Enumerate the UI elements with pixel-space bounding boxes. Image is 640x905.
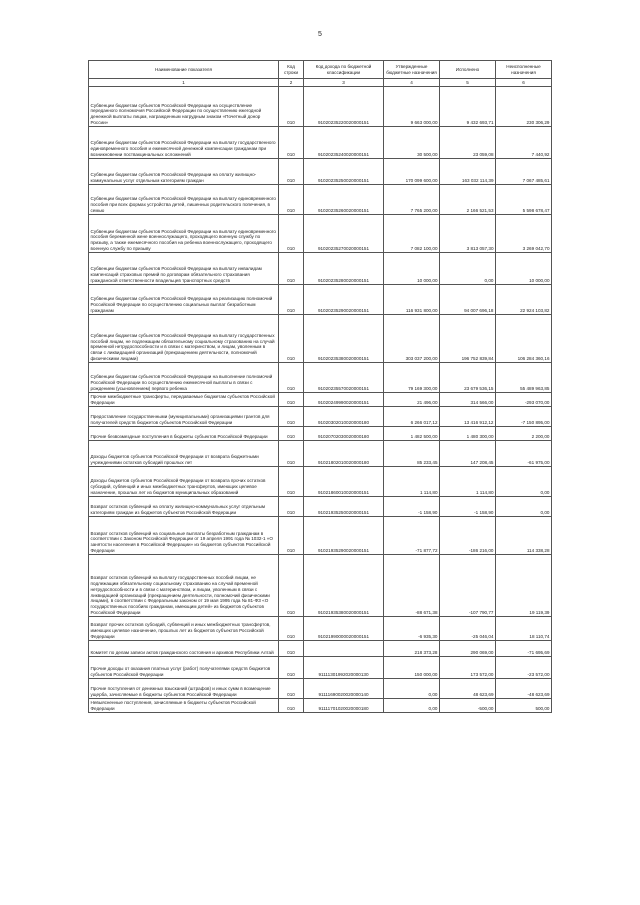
- executed-amount-cell: 48 623,69: [440, 679, 496, 699]
- unexecuted-amount-cell: -23 572,00: [496, 657, 552, 679]
- indicator-name-cell: Доходы бюджетов субъектов Российской Федерации от возврата прочих остатков субсидий, субвенций и иных межбюджетных трансфертов, имеющих целевое назначение, прошлых лет из бюджетов муниципальных образований: [89, 467, 279, 497]
- unexecuted-amount-cell: 3 269 042,70: [496, 215, 552, 253]
- income-code-cell: 91021935250020000151: [304, 497, 384, 517]
- indicator-name-cell: Прочие поступления от денежных взысканий (штрафов) и иных сумм в возмещение ущерба, зачисляемые в бюджеты субъектов Российской Федерации: [89, 679, 279, 699]
- indicator-name-cell: Субвенции бюджетам субъектов Российской Федерации на выплату единовременного пособия беременной жене военнослужащего, проходящего военную службу по призыву, а также ежемесячного пособия на ребенка военнослужащего, проходящего военную службу по призыву: [89, 215, 279, 253]
- table-row: [89, 285, 552, 315]
- line-code-cell: 010: [279, 159, 304, 185]
- executed-amount-cell: -25 046,04: [440, 617, 496, 641]
- unexecuted-amount-cell: 500,00: [496, 699, 552, 713]
- line-code-cell: 010: [279, 285, 304, 315]
- line-code-cell: 010: [279, 87, 304, 127]
- line-code-cell: 010: [279, 467, 304, 497]
- column-number: 2: [279, 79, 304, 87]
- table-row: [89, 363, 552, 393]
- unexecuted-amount-cell: 0,00: [496, 497, 552, 517]
- executed-amount-cell: 163 032 114,39: [440, 159, 496, 185]
- column-number: 6: [496, 79, 552, 87]
- line-code-cell: 010: [279, 679, 304, 699]
- table-row: [89, 393, 552, 407]
- approved-amount-cell: -1 158,90: [384, 497, 440, 517]
- table-row: [89, 467, 552, 497]
- header-row: [89, 61, 552, 79]
- indicator-name-cell: Доходы бюджетов субъектов Российской Федерации от возврата бюджетными учреждениями остатков субсидий прошлых лет: [89, 441, 279, 467]
- table-row: [89, 441, 552, 467]
- indicator-name-cell: Субвенции бюджетам субъектов Российской Федерации на осуществление переданного полномочия Российской Федерации по осуществлению ежегодной денежной выплаты лицам, награжденным нагрудным знаком «Почетный донор России»: [89, 87, 279, 127]
- approved-amount-cell: 150 000,00: [384, 657, 440, 679]
- line-code-cell: 010: [279, 407, 304, 427]
- executed-amount-cell: 23 679 536,15: [440, 363, 496, 393]
- income-code-cell: 91020235380020000151: [304, 315, 384, 363]
- line-code-cell: 010: [279, 641, 304, 657]
- approved-amount-cell: 21 496,00: [384, 393, 440, 407]
- indicator-name-cell: Прочие межбюджетные трансферты, передаваемые бюджетам субъектов Российской Федерации: [89, 393, 279, 407]
- table-row: [89, 641, 552, 657]
- table-row: [89, 497, 552, 517]
- line-code-cell: 010: [279, 315, 304, 363]
- line-code-cell: 010: [279, 363, 304, 393]
- unexecuted-amount-cell: 19 119,39: [496, 555, 552, 617]
- column-number-row: [89, 79, 552, 87]
- approved-amount-cell: 6 266 017,12: [384, 407, 440, 427]
- income-code-cell: 91021935290020000151: [304, 517, 384, 555]
- approved-amount-cell: 218 373,28: [384, 641, 440, 657]
- executed-amount-cell: 9 432 693,71: [440, 87, 496, 127]
- indicator-name-cell: Субвенции бюджетам субъектов Российской Федерации на выплату единовременного пособия при всех формах устройства детей, лишенных родительского попечения, в семью: [89, 185, 279, 215]
- approved-amount-cell: 10 000,00: [384, 253, 440, 285]
- executed-amount-cell: -186 216,00: [440, 517, 496, 555]
- indicator-name-cell: Возврат прочих остатков субсидий, субвенций и иных межбюджетных трансфертов, имеющих целевое назначение, прошлых лет из бюджетов субъектов Российской Федерации: [89, 617, 279, 641]
- unexecuted-amount-cell: 106 284 360,16: [496, 315, 552, 363]
- unexecuted-amount-cell: 7 067 485,61: [496, 159, 552, 185]
- page-number: 5: [318, 31, 322, 38]
- column-number: 4: [384, 79, 440, 87]
- line-code-cell: 010: [279, 185, 304, 215]
- unexecuted-amount-cell: -71 695,69: [496, 641, 552, 657]
- indicator-name-cell: Субвенции бюджетам субъектов Российской Федерации на выплату государственных пособий лицам, не подлежащим обязательному социальному страхованию на случай временной нетрудоспособности и в связи с материнством, и лицам, уволенным в связи с ликвидацией организаций (прекращением деятельности, полномочий физическими лицами): [89, 315, 279, 363]
- table-row: [89, 517, 552, 555]
- approved-amount-cell: 1 482 500,00: [384, 427, 440, 441]
- income-table: [88, 60, 552, 713]
- unexecuted-amount-cell: 5 598 678,47: [496, 185, 552, 215]
- line-code-cell: 010: [279, 517, 304, 555]
- indicator-name-cell: Субвенции бюджетам субъектов Российской Федерации на выплату государственного единовременного пособия и ежемесячной денежной компенсации гражданам при возникновении поствакцинальных осложнений: [89, 127, 279, 159]
- income-code-cell: 91020235570020000151: [304, 363, 384, 393]
- header-line-code: Код строки: [279, 61, 304, 79]
- indicator-name-cell: Возврат остатков субвенций на оплату жилищно-коммунальных услуг отдельным категориям граждан из бюджетов субъектов Российской Федерации: [89, 497, 279, 517]
- approved-amount-cell: 116 931 800,00: [384, 285, 440, 315]
- table-row: [89, 253, 552, 285]
- indicator-name-cell: Возврат остатков субвенций на социальные выплаты безработным гражданам в соответствии с Законом Российской Федерации от 19 апреля 1991 года № 1032-1 «О занятости населения в Российской Федерации» из бюджетов субъектов Российской Федерации: [89, 517, 279, 555]
- unexecuted-amount-cell: -293 070,00: [496, 393, 552, 407]
- income-code-cell: 91020302010020000180: [304, 407, 384, 427]
- income-code-cell: 91111690020020000140: [304, 679, 384, 699]
- table-row: [89, 159, 552, 185]
- table-row: [89, 657, 552, 679]
- unexecuted-amount-cell: 18 110,74: [496, 617, 552, 641]
- indicator-name-cell: Невыясненные поступления, зачисляемые в бюджеты субъектов Российской Федерации: [89, 699, 279, 713]
- income-code-cell: 91020235240020000151: [304, 127, 384, 159]
- approved-amount-cell: -6 935,30: [384, 617, 440, 641]
- income-code-cell: 91111301992020000130: [304, 657, 384, 679]
- executed-amount-cell: 2 166 521,53: [440, 185, 496, 215]
- unexecuted-amount-cell: 22 924 103,82: [496, 285, 552, 315]
- executed-amount-cell: 196 752 839,84: [440, 315, 496, 363]
- income-code-cell: 91021935380020000151: [304, 555, 384, 617]
- approved-amount-cell: 7 765 200,00: [384, 185, 440, 215]
- table-row: [89, 185, 552, 215]
- approved-amount-cell: 79 169 300,00: [384, 363, 440, 393]
- line-code-cell: 010: [279, 441, 304, 467]
- income-code-cell: 91020235290020000151: [304, 285, 384, 315]
- executed-amount-cell: 13 416 912,12: [440, 407, 496, 427]
- unexecuted-amount-cell: 55 489 963,85: [496, 363, 552, 393]
- line-code-cell: 010: [279, 617, 304, 641]
- line-code-cell: 010: [279, 657, 304, 679]
- header-income-code: Код дохода по бюджетной классификации: [304, 61, 384, 79]
- income-code-cell: 91111701020020000180: [304, 699, 384, 713]
- line-code-cell: 010: [279, 555, 304, 617]
- executed-amount-cell: -500,00: [440, 699, 496, 713]
- executed-amount-cell: -107 790,77: [440, 555, 496, 617]
- table-row: [89, 407, 552, 427]
- executed-amount-cell: 173 572,00: [440, 657, 496, 679]
- header-unexecuted: Неисполненные назначения: [496, 61, 552, 79]
- income-code-cell: 91021990000020000151: [304, 617, 384, 641]
- unexecuted-amount-cell: 7 440,92: [496, 127, 552, 159]
- executed-amount-cell: 23 059,08: [440, 127, 496, 159]
- header-approved: Утвержденные бюджетные назначения: [384, 61, 440, 79]
- table-row: [89, 427, 552, 441]
- line-code-cell: 010: [279, 497, 304, 517]
- income-code-cell: 91020702030020000180: [304, 427, 384, 441]
- income-code-cell: 91020235250020000151: [304, 159, 384, 185]
- column-number: 3: [304, 79, 384, 87]
- unexecuted-amount-cell: 0,00: [496, 467, 552, 497]
- executed-amount-cell: 314 566,00: [440, 393, 496, 407]
- line-code-cell: 010: [279, 699, 304, 713]
- approved-amount-cell: 7 082 100,00: [384, 215, 440, 253]
- indicator-name-cell: Прочие доходы от оказания платных услуг (работ) получателями средств бюджетов субъектов Российской Федерации: [89, 657, 279, 679]
- income-code-cell: [304, 641, 384, 657]
- table-row: [89, 617, 552, 641]
- indicator-name-cell: Субвенции бюджетам субъектов Российской Федерации на оплату жилищно-коммунальных услуг отдельным категориям граждан: [89, 159, 279, 185]
- indicator-name-cell: Субвенции бюджетам субъектов Российской Федерации на выплату инвалидам компенсаций страховых премий по договорам обязательного страхования гражданской ответственности владельцев транспортных средств: [89, 253, 279, 285]
- unexecuted-amount-cell: -61 975,00: [496, 441, 552, 467]
- income-code-cell: 91021802010020000180: [304, 441, 384, 467]
- indicator-name-cell: Предоставление государственными (муниципальными) организациями грантов для получателей средств бюджетов субъектов Российской Федерации: [89, 407, 279, 427]
- indicator-name-cell: Субвенции бюджетам субъектов Российской Федерации на реализацию полномочий Российской Федерации по осуществлению социальных выплат безработным гражданам: [89, 285, 279, 315]
- line-code-cell: 010: [279, 127, 304, 159]
- income-code-cell: 91021860010020000151: [304, 467, 384, 497]
- indicator-name-cell: Субвенции бюджетам субъектов Российской Федерации на выполнение полномочий Российской Федерации по осуществлению ежемесячной выплаты в связи с рождением (усыновлением) первого ребенка: [89, 363, 279, 393]
- approved-amount-cell: -71 877,72: [384, 517, 440, 555]
- approved-amount-cell: 303 037 200,00: [384, 315, 440, 363]
- table-row: [89, 215, 552, 253]
- approved-amount-cell: 30 500,00: [384, 127, 440, 159]
- table-row: [89, 679, 552, 699]
- executed-amount-cell: 3 813 057,30: [440, 215, 496, 253]
- approved-amount-cell: 9 663 000,00: [384, 87, 440, 127]
- line-code-cell: 010: [279, 215, 304, 253]
- line-code-cell: 010: [279, 427, 304, 441]
- income-code-cell: 91020235280020000151: [304, 253, 384, 285]
- table-row: [89, 315, 552, 363]
- approved-amount-cell: 0,00: [384, 679, 440, 699]
- executed-amount-cell: 94 007 696,18: [440, 285, 496, 315]
- column-number: 5: [440, 79, 496, 87]
- income-code-cell: 91020235260020000151: [304, 185, 384, 215]
- header-indicator-name: Наименование показателя: [89, 61, 279, 79]
- executed-amount-cell: 147 208,45: [440, 441, 496, 467]
- line-code-cell: 010: [279, 253, 304, 285]
- income-code-cell: 91020249990020000151: [304, 393, 384, 407]
- unexecuted-amount-cell: 2 200,00: [496, 427, 552, 441]
- approved-amount-cell: -88 671,38: [384, 555, 440, 617]
- indicator-name-cell: Комитет по делам записи актов гражданского состояния и архивов Республики Алтай: [89, 641, 279, 657]
- unexecuted-amount-cell: 230 306,29: [496, 87, 552, 127]
- approved-amount-cell: 170 099 600,00: [384, 159, 440, 185]
- unexecuted-amount-cell: 10 000,00: [496, 253, 552, 285]
- executed-amount-cell: 1 114,80: [440, 467, 496, 497]
- indicator-name-cell: Прочие безвозмездные поступления в бюджеты субъектов Российской Федерации: [89, 427, 279, 441]
- executed-amount-cell: 290 069,00: [440, 641, 496, 657]
- line-code-cell: 010: [279, 393, 304, 407]
- table-row: [89, 555, 552, 617]
- approved-amount-cell: 0,00: [384, 699, 440, 713]
- header-executed: Исполнено: [440, 61, 496, 79]
- column-number: 1: [89, 79, 279, 87]
- table-row: [89, 127, 552, 159]
- unexecuted-amount-cell: -7 150 895,00: [496, 407, 552, 427]
- approved-amount-cell: 1 114,80: [384, 467, 440, 497]
- income-code-cell: 91020235220020000151: [304, 87, 384, 127]
- unexecuted-amount-cell: 114 338,28: [496, 517, 552, 555]
- indicator-name-cell: Возврат остатков субвенций на выплату государственных пособий лицам, не подлежащим обязательному социальному страхованию на случай временной нетрудоспособности и в связи с материнством, и лицам, уволенным в связи с ликвидацией организаций (прекращением деятельности, полномочий физическими лицами), в соответствии с Федеральным законом от 19 мая 1995 года № 81-ФЗ «О государственных пособиях гражданам, имеющим детей» из бюджетов субъектов Российской Федерации: [89, 555, 279, 617]
- table-row: [89, 87, 552, 127]
- approved-amount-cell: 85 233,45: [384, 441, 440, 467]
- table-row: [89, 699, 552, 713]
- executed-amount-cell: -1 158,90: [440, 497, 496, 517]
- income-code-cell: 91020235270020000151: [304, 215, 384, 253]
- unexecuted-amount-cell: -48 623,69: [496, 679, 552, 699]
- executed-amount-cell: 1 480 300,00: [440, 427, 496, 441]
- executed-amount-cell: 0,00: [440, 253, 496, 285]
